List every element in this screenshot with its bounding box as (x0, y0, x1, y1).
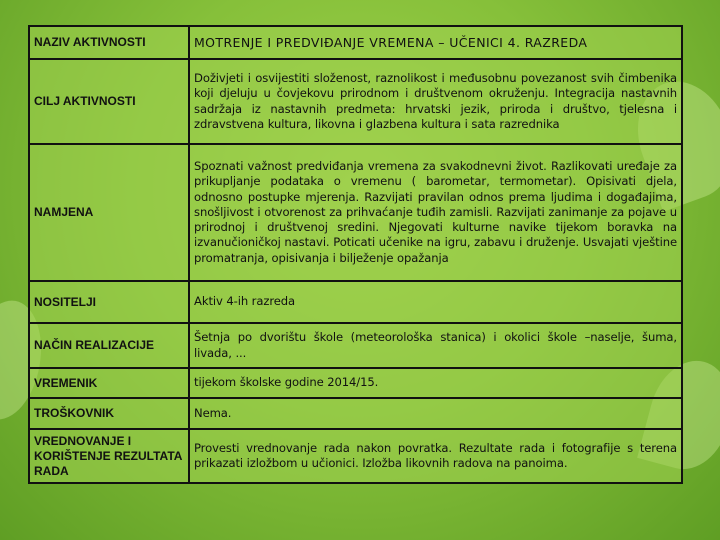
table-row (29, 59, 682, 144)
table-row (29, 144, 682, 281)
table-row (29, 429, 682, 483)
table-row (29, 281, 682, 323)
table-row (29, 26, 682, 59)
table-row (29, 323, 682, 368)
row-label: CILJ AKTIVNOSTI (29, 59, 189, 144)
row-label: VREMENIK (29, 368, 189, 398)
row-value: Aktiv 4-ih razreda (189, 281, 682, 323)
row-label: NAMJENA (29, 144, 189, 281)
row-label: TROŠKOVNIK (29, 398, 189, 429)
row-label: VREDNOVANJE I KORIŠTENJE REZULTATA RADA (29, 429, 189, 483)
row-value: Šetnja po dvorištu škole (meteorološka stanica) i okolici škole –naselje, šuma, livada, ... (189, 323, 682, 368)
row-label: NAČIN REALIZACIJE (29, 323, 189, 368)
row-value: MOTRENJE I PREDVIĐANJE VREMENA – UČENICI 4. RAZREDA (189, 26, 682, 59)
row-value: Nema. (189, 398, 682, 429)
row-label: NAZIV AKTIVNOSTI (29, 26, 189, 59)
row-value: Doživjeti i osvijestiti složenost, raznolikost i međusobnu povezanost svih čimbenika koji djeluju u čovjekovu prirodnom i društvenom okruženju. Integracija nastavnih sadržaja iz nastavnih predmeta: hrvatski jezik, priroda i društvo, tjelesna i zdravstvena kultura, likovna i glazbena kultura i sata razrednika (189, 59, 682, 144)
table-row (29, 368, 682, 398)
row-value: tijekom školske godine 2014/15. (189, 368, 682, 398)
row-value: Spoznati važnost predviđanja vremena za svakodnevni život. Razlikovati uređaje za prikupljanje podataka o vremenu ( barometar, termometar). Opisivati djela, odnosno postupke mjerenja. Razvijati pravilan odnos prema ljudima i događajima, snošljivost i otvorenost za prihvaćanje tuđih zamisli. Razvijati zanimanje za pojave u prirodnoj i društvenoj sredini. Njegovati kulturne navike tijekom boravka na izvanučioničkoj nastavi. Poticati učenike na igru, zabavu i druženje. Usvajati vještine promatranja, opisivanja i bilježenje opažanja (189, 144, 682, 281)
row-value: Provesti vrednovanje rada nakon povratka. Rezultate rada i fotografije s terena prikazati izložbom u učionici. Izložba likovnih radova na panoima. (189, 429, 682, 483)
table-row (29, 398, 682, 429)
row-label: NOSITELJI (29, 281, 189, 323)
activity-table (28, 25, 683, 484)
